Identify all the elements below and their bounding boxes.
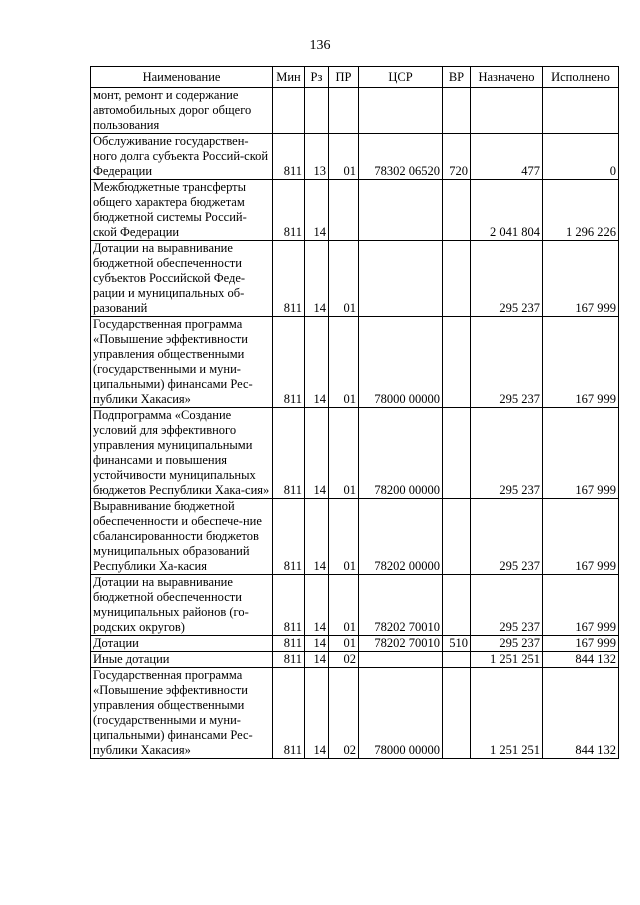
- cell-rz: 14: [305, 575, 329, 636]
- cell-min: 811: [273, 408, 305, 499]
- cell-assigned: 295 237: [471, 575, 543, 636]
- cell-executed: 844 132: [543, 668, 619, 759]
- cell-min: 811: [273, 499, 305, 575]
- table-row: [91, 88, 619, 134]
- cell-executed: [543, 88, 619, 134]
- cell-vr: [443, 317, 471, 408]
- cell-executed: 167 999: [543, 499, 619, 575]
- cell-csr: [359, 88, 443, 134]
- cell-min: 811: [273, 317, 305, 408]
- page-number: 136: [309, 38, 331, 53]
- cell-min: 811: [273, 180, 305, 241]
- cell-csr: [359, 180, 443, 241]
- table-row: [91, 668, 619, 759]
- table-row: [91, 636, 619, 652]
- cell-executed: 167 999: [543, 636, 619, 652]
- cell-min: 811: [273, 575, 305, 636]
- header-rz: Рз: [305, 67, 329, 88]
- cell-rz: 14: [305, 499, 329, 575]
- cell-pr: 02: [329, 652, 359, 668]
- cell-assigned: 295 237: [471, 241, 543, 317]
- cell-csr: 78200 00000: [359, 408, 443, 499]
- table-row: [91, 317, 619, 408]
- cell-csr: 78000 00000: [359, 317, 443, 408]
- cell-assigned: 2 041 804: [471, 180, 543, 241]
- cell-executed: 844 132: [543, 652, 619, 668]
- cell-pr: 02: [329, 668, 359, 759]
- cell-name: Дотации на выравнивание бюджетной обеспеченности субъектов Российской Феде-рации и муниципальных об-разований: [91, 241, 273, 317]
- cell-rz: 14: [305, 636, 329, 652]
- table-row: [91, 134, 619, 180]
- cell-csr: 78202 70010: [359, 575, 443, 636]
- cell-min: 811: [273, 636, 305, 652]
- header-pr: ПР: [329, 67, 359, 88]
- cell-rz: 14: [305, 180, 329, 241]
- cell-assigned: 1 251 251: [471, 668, 543, 759]
- cell-csr: 78202 00000: [359, 499, 443, 575]
- cell-vr: [443, 241, 471, 317]
- table-row: [91, 575, 619, 636]
- cell-rz: 14: [305, 317, 329, 408]
- cell-rz: 13: [305, 134, 329, 180]
- cell-vr: [443, 88, 471, 134]
- cell-name: Государственная программа «Повышение эффективности управления общественными (государственными и муни-ципальными) финансами Рес-публики Хакасия»: [91, 317, 273, 408]
- cell-rz: 14: [305, 652, 329, 668]
- header-vr: ВР: [443, 67, 471, 88]
- table-row: [91, 241, 619, 317]
- table-header: [91, 67, 619, 88]
- cell-executed: 0: [543, 134, 619, 180]
- cell-pr: [329, 88, 359, 134]
- cell-assigned: 295 237: [471, 636, 543, 652]
- cell-vr: 720: [443, 134, 471, 180]
- cell-min: 811: [273, 668, 305, 759]
- header-min: Мин: [273, 67, 305, 88]
- cell-assigned: [471, 88, 543, 134]
- cell-csr: [359, 652, 443, 668]
- cell-rz: 14: [305, 241, 329, 317]
- cell-name: Государственная программа «Повышение эффективности управления общественными (государственными и муни-ципальными) финансами Рес-публики Хакасия»: [91, 668, 273, 759]
- table-body: [91, 88, 619, 759]
- cell-csr: 78302 06520: [359, 134, 443, 180]
- cell-executed: 167 999: [543, 317, 619, 408]
- cell-name: Дотации на выравнивание бюджетной обеспеченности муниципальных районов (го-родских округов): [91, 575, 273, 636]
- cell-name: Обслуживание государствен-ного долга субъекта Россий-ской Федерации: [91, 134, 273, 180]
- cell-pr: 01: [329, 408, 359, 499]
- cell-pr: 01: [329, 241, 359, 317]
- cell-assigned: 295 237: [471, 408, 543, 499]
- cell-pr: 01: [329, 134, 359, 180]
- cell-rz: [305, 88, 329, 134]
- cell-name: Подпрограмма «Создание условий для эффективного управления муниципальными финансами и повышения устойчивости муниципальных бюджетов Республики Хака-сия»: [91, 408, 273, 499]
- cell-pr: [329, 180, 359, 241]
- table-row: [91, 652, 619, 668]
- cell-csr: [359, 241, 443, 317]
- cell-executed: 167 999: [543, 241, 619, 317]
- cell-assigned: 295 237: [471, 317, 543, 408]
- cell-min: [273, 88, 305, 134]
- cell-min: 811: [273, 241, 305, 317]
- cell-pr: 01: [329, 499, 359, 575]
- cell-name: Межбюджетные трансферты общего характера бюджетам бюджетной системы Россий-ской Федерации: [91, 180, 273, 241]
- cell-assigned: 477: [471, 134, 543, 180]
- cell-vr: [443, 180, 471, 241]
- cell-vr: [443, 575, 471, 636]
- cell-name: монт, ремонт и содержание автомобильных дорог общего пользования: [91, 88, 273, 134]
- table-row: [91, 499, 619, 575]
- cell-pr: 01: [329, 575, 359, 636]
- cell-csr: 78202 70010: [359, 636, 443, 652]
- cell-name: Дотации: [91, 636, 273, 652]
- header-csr: ЦСР: [359, 67, 443, 88]
- cell-vr: [443, 408, 471, 499]
- budget-table: [90, 66, 619, 759]
- cell-vr: 510: [443, 636, 471, 652]
- header-assigned: Назначено: [471, 67, 543, 88]
- header-executed: Исполнено: [543, 67, 619, 88]
- cell-name: Выравнивание бюджетной обеспеченности и обеспече-ние сбалансированности бюджетов муниципальных образований Республики Ха-касия: [91, 499, 273, 575]
- header-name: Наименование: [91, 67, 273, 88]
- cell-executed: 167 999: [543, 408, 619, 499]
- cell-min: 811: [273, 652, 305, 668]
- cell-pr: 01: [329, 636, 359, 652]
- cell-pr: 01: [329, 317, 359, 408]
- cell-min: 811: [273, 134, 305, 180]
- cell-name: Иные дотации: [91, 652, 273, 668]
- cell-rz: 14: [305, 408, 329, 499]
- table-row: [91, 180, 619, 241]
- cell-executed: 1 296 226: [543, 180, 619, 241]
- cell-vr: [443, 652, 471, 668]
- cell-executed: 167 999: [543, 575, 619, 636]
- cell-rz: 14: [305, 668, 329, 759]
- cell-vr: [443, 499, 471, 575]
- cell-assigned: 1 251 251: [471, 652, 543, 668]
- table-row: [91, 408, 619, 499]
- cell-csr: 78000 00000: [359, 668, 443, 759]
- cell-vr: [443, 668, 471, 759]
- cell-assigned: 295 237: [471, 499, 543, 575]
